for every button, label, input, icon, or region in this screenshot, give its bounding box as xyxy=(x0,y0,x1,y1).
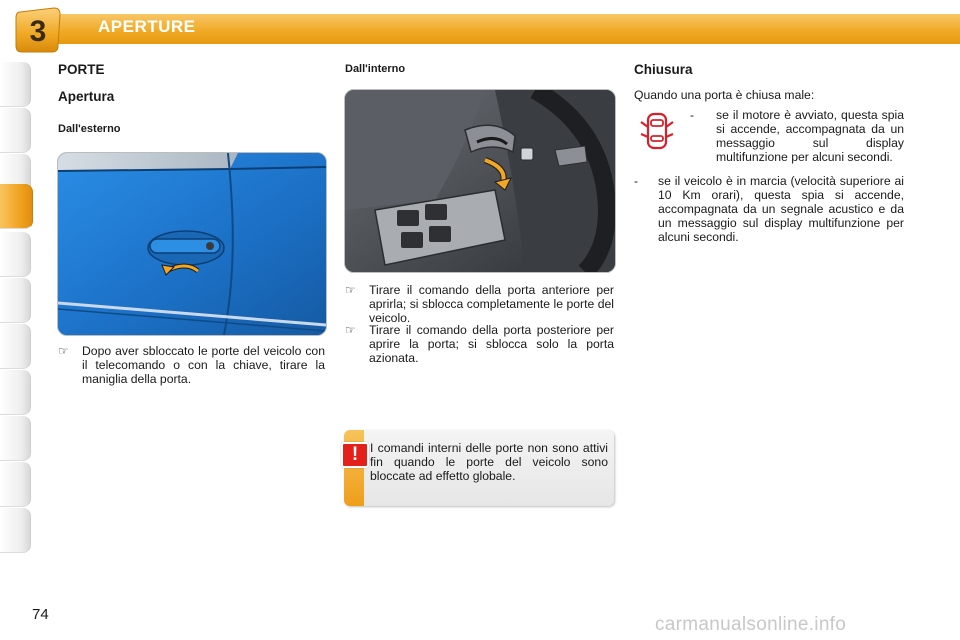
closing-item-engine xyxy=(690,108,904,164)
watermark: carmanualsonline.info xyxy=(655,614,847,635)
closing-intro: Quando una porta è chiusa male: xyxy=(634,88,815,102)
chapter-tab[interactable] xyxy=(0,508,31,553)
interior-bullet-rear xyxy=(345,323,614,365)
chapter-tab[interactable] xyxy=(0,62,31,107)
closing-item-moving-text: se il veicolo è in marcia (velocità superiore ai 10 Km orari), questa spia si accende, accompagnata da un segnale acustico e da un messaggio sul display multifunzione per alcuni secondi. xyxy=(658,174,904,244)
chapter-badge xyxy=(14,6,64,54)
warning-exclamation-icon: ! xyxy=(341,442,369,468)
closing-heading: Chiusura xyxy=(634,62,693,77)
chapter-tab[interactable] xyxy=(0,232,31,277)
page-title: APERTURE xyxy=(98,17,196,36)
chapter-tab[interactable] xyxy=(0,278,31,323)
subsection-title: Apertura xyxy=(58,89,115,104)
section-title: PORTE xyxy=(58,62,105,77)
chapter-number: 3 xyxy=(29,15,47,48)
interior-door-illustration xyxy=(344,89,616,273)
sub-heading-interior: Dall'interno xyxy=(345,63,406,75)
interior-bullet-front xyxy=(345,283,614,325)
exterior-bullet xyxy=(58,344,325,386)
interior-bullet-front-text: Tirare il comando della porta anteriore per aprirla; si sblocca completamente le porte del veicolo. xyxy=(369,283,614,325)
closing-item-moving xyxy=(634,174,904,244)
door-handle-exterior-icon xyxy=(58,153,326,335)
chapter-tab[interactable] xyxy=(0,370,31,415)
page-number: 74 xyxy=(32,606,49,623)
sub-heading-exterior: Dall'esterno xyxy=(58,123,121,135)
warning-text: I comandi interni delle porte non sono attivi fin quando le porte del veicolo sono bloccate ad effetto globale. xyxy=(370,441,608,483)
interior-bullet-rear-text: Tirare il comando della porta posteriore per aprire la porta; si sblocca solo la porta azionata. xyxy=(369,323,614,365)
bullet-hand-icon: ☞ xyxy=(58,344,69,358)
chapter-tab-active[interactable] xyxy=(0,184,33,229)
chapter-tab[interactable] xyxy=(0,108,31,153)
closing-item-engine-text: se il motore è avviato, questa spia si accende, accompagnata da un messaggio sul display multifunzione per alcuni secondi. xyxy=(716,108,904,164)
chapter-tab[interactable] xyxy=(0,462,31,507)
dash-bullet: - xyxy=(690,108,695,122)
chapter-tab[interactable] xyxy=(0,416,31,461)
chapter-tab-rail xyxy=(0,62,34,574)
exterior-door-illustration xyxy=(57,152,327,336)
dash-bullet: - xyxy=(634,174,639,188)
chapter-tab[interactable] xyxy=(0,324,31,369)
bullet-hand-icon: ☞ xyxy=(345,283,356,297)
door-open-warning-icon xyxy=(640,110,674,152)
exterior-bullet-text: Dopo aver sbloccato le porte del veicolo con il telecomando o con la chiave, tirare la maniglia della porta. xyxy=(82,344,325,386)
bullet-hand-icon: ☞ xyxy=(345,323,356,337)
door-handle-interior-icon xyxy=(345,90,615,272)
